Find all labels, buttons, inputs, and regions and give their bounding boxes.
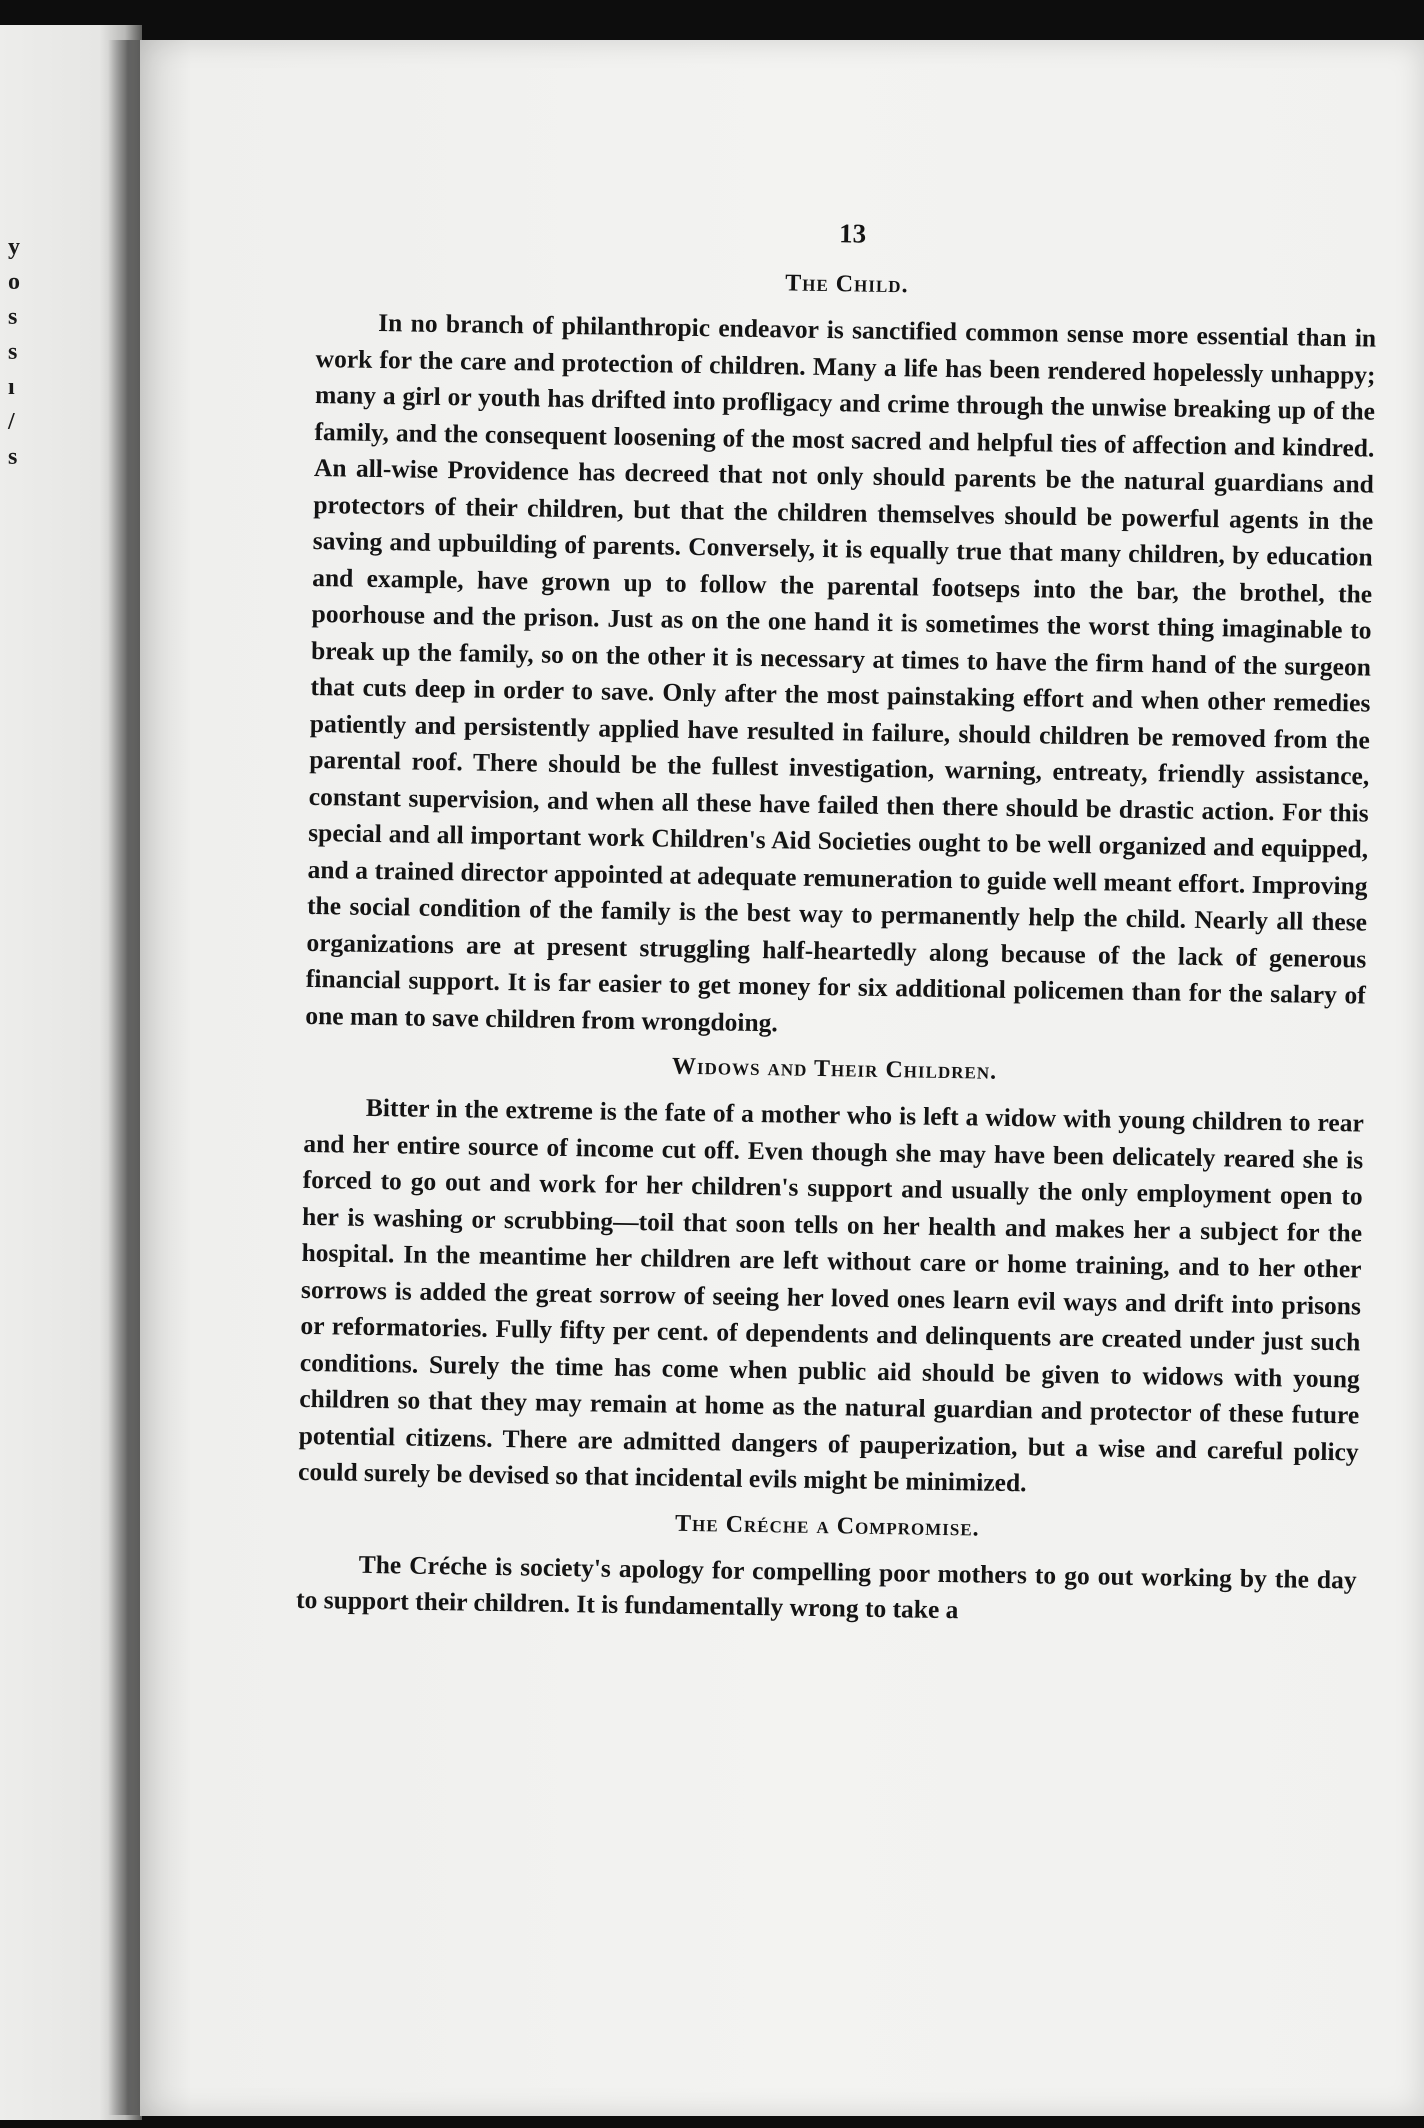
previous-page-letter: o	[8, 269, 20, 295]
section-heading-creche: The Créche a Compromise.	[674, 1510, 980, 1542]
book-page	[140, 40, 1424, 2116]
section-heading-the-child: The Child.	[785, 270, 909, 299]
page-number: 13	[838, 218, 867, 249]
previous-page-letter: ı	[8, 374, 15, 400]
section-paragraph-widows: Bitter in the extreme is the fate of a mother who is left a widow with young children to rear and her entire source of income cut off. Even though she may have been delicately reared she is forced to go out and work for her children's support and usually the only employment open to her is washing or scrubbing—toil that soon tells on her health and makes her a subject for the hospital. In the meantime her children are left without care or home training, and to her other sorrows is added the great sorrow of seeing her loved ones learn evil ways and drift into prisons or reformatories. Fully fifty per cent. of dependents and delinquents are created under just such conditions. Surely the time has come when public aid should be given to widows with young children so that they may remain at home as the natural guardian and protector of these future potential citizens. There are admitted dangers of pauperization, but a wise and careful policy could surely be devised so that incidental evils might be minimized.	[297, 1092, 1365, 1498]
previous-page-letter: y	[8, 234, 20, 260]
previous-page-letter: s	[8, 444, 18, 470]
previous-page-letter: s	[8, 339, 18, 365]
section-paragraph-creche: The Créche is society's apology for compelling poor mothers to go out working by the day to support their children. It is fundamentally wrong to take a	[295, 1549, 1357, 1625]
previous-page-letters	[8, 230, 28, 475]
previous-page-letter: s	[8, 304, 18, 330]
page-content	[296, 210, 1378, 1635]
section-heading-widows: Widows and Their Children.	[671, 1053, 998, 1085]
previous-page-letter: /	[8, 409, 15, 435]
section-paragraph-the-child: In no branch of philanthropic endeavor is sanctified common sense more essential than in work for the care and protection of children. Many a life has been rendered hopelessly unhappy; many a girl or youth has drifted into profligacy and crime through the unwise breaking up of the family, and the consequent loosening of the most sacred and helpful ties of affection and kindred. An all-wise Providence has decreed that not only should parents be the natural guardians and protectors of their children, but that the children themselves should be powerful agents in the saving and upbuilding of parents. Conversely, it is equally true that many children, by education and example, have grown up to follow the parental footseps into the bar, the brothel, the poorhouse and the prison. Just as on the one hand it is sometimes the worst thing imaginable to break up the family, so on the other it is necessary at times to have the firm hand of the surgeon that cuts deep in order to save. Only after the most painstaking effort and when other remedies patiently and persistently applied have resulted in failure, should children be removed from the parental roof. There should be the fullest investigation, warning, entreaty, friendly assistance, constant supervision, and when all these have failed then there should be drastic action. For this special and all important work Children's Aid Societies ought to be well organized and equipped, and a trained director appointed at adequate remuneration to guide well meant effort. Improving the social condition of the family is the best way to permanently help the child. Nearly all these organizations are at present struggling half-heartedly along because of the lack of generous financial support. It is far easier to get money for six additional policemen than for the salary of one man to save children from wrongdoing.	[305, 307, 1377, 1037]
